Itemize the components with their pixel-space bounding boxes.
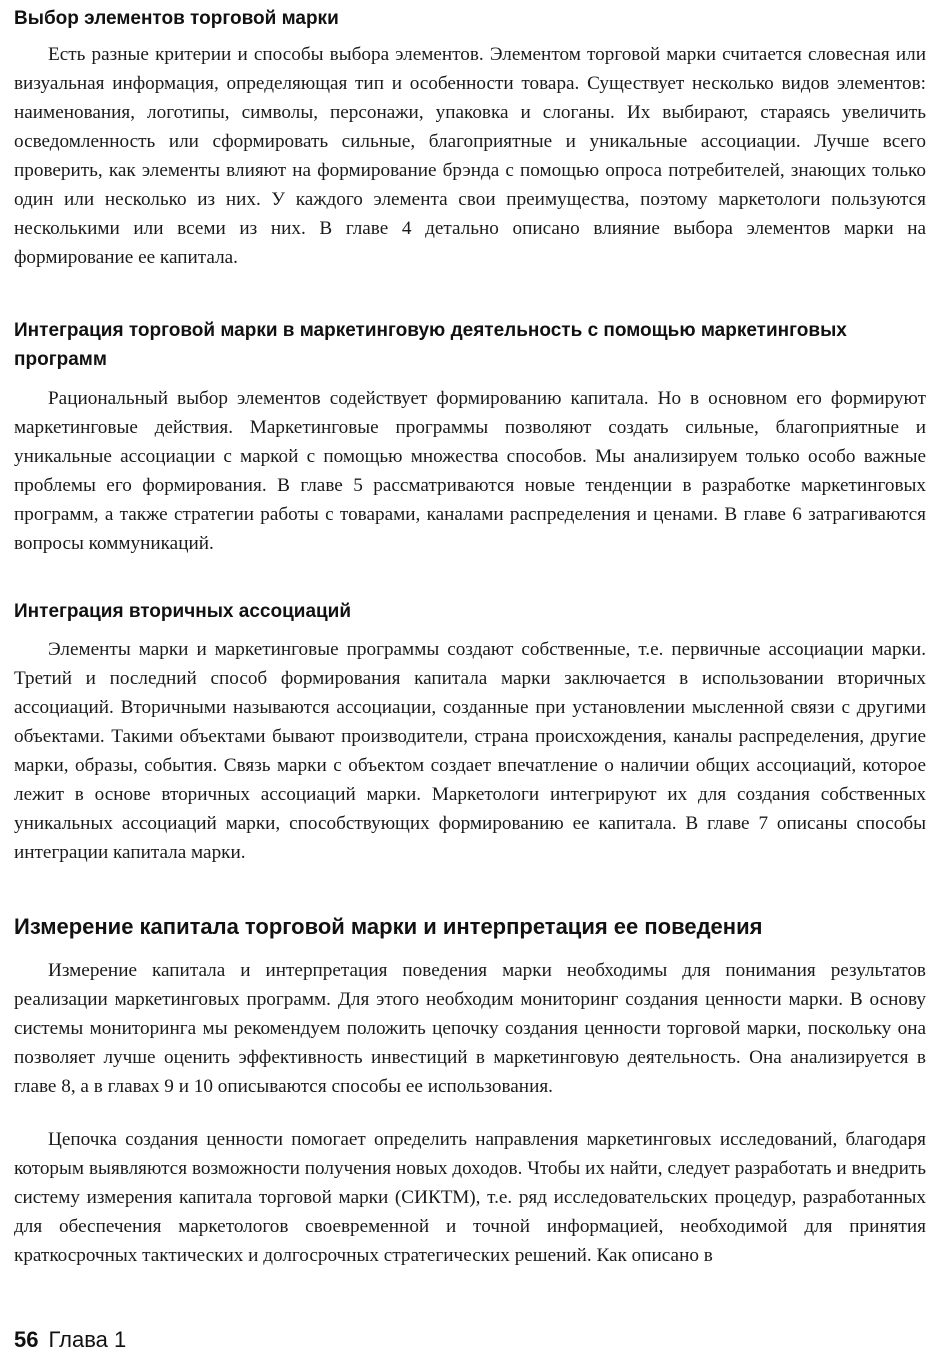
chapter-label: Глава 1 [48, 1327, 127, 1352]
page-number: 56 [14, 1327, 39, 1352]
book-page [14, 0, 926, 1369]
page-footer [14, 1325, 126, 1355]
paragraph-measuring-equity-2: Цепочка создания ценности помогает определить направления маркетинговых исследований, благодаря которым выявляются возможности получения новых доходов. Чтобы их найти, следует разработать и внедрить систему измерения капитала торговой марки (СИКТМ), т.е. ряд исследовательских процедур, разработанных для обеспечения маркетологов своевременной и точной информацией, необходимой для принятия краткосрочных тактических и долгосрочных стратегических решений. Как описано в [14, 1129, 926, 1266]
paragraph-brand-elements: Есть разные критерии и способы выбора элементов. Элементом торговой марки считается словесная или визуальная информация, определяющая тип и особенности товара. Существует несколько видов элементов: наименования, логотипы, символы, персонажи, упаковка и слоганы. Их выбирают, стараясь увеличить осведомленность или сформировать сильные, благоприятные и уникальные ассоциации. Лучше всего проверить, как элементы влияют на формирование брэнда с помощью опроса потребителей, знающих только один или несколько из них. У каждого элемента свои преимущества, поэтому маркетологи пользуются несколькими или всеми из них. В главе 4 детально описано влияние выбора элементов марки на формирование ее капитала. [14, 44, 926, 268]
section-heading-secondary-associations: Интеграция вторичных ассоциаций [14, 601, 352, 622]
section-heading-brand-elements: Выбор элементов торговой марки [14, 8, 339, 29]
paragraph-secondary-associations: Элементы марки и маркетинговые программы создают собственные, т.е. первичные ассоциации марки. Третий и последний способ формирования капитала марки заключается в использовании вторичных ассоциаций. Вторичными называются ассоциации, созданные при установлении мысленной связи с другими объектами. Такими объектами бывают производители, страна происхождения, каналы распределения, другие марки, образы, события. Связь марки с объектом создает впечатление о наличии общих ассоциаций, которое лежит в основе вторичных ассоциаций марки. Маркетологи интегрируют их для создания собственных уникальных ассоциаций марки, способствующих формированию ее капитала. В главе 7 описаны способы интеграции капитала марки. [14, 639, 926, 863]
paragraph-marketing-programs: Рациональный выбор элементов содействует формированию капитала. Но в основном его формируют маркетинговые действия. Маркетинговые программы позволяют создать сильные, благоприятные и уникальные ассоциации с маркой с помощью множества способов. Мы анализируем только особо важные проблемы его формирования. В главе 5 рассматриваются новые тенденции в разработке маркетинговых программ, а также стратегии работы с товарами, каналами распределения и ценами. В главе 6 затрагиваются вопросы коммуникаций. [14, 388, 926, 554]
paragraph-measuring-equity-1: Измерение капитала и интерпретация поведения марки необходимы для понимания результатов реализации маркетинговых программ. Для этого необходим мониторинг создания ценности марки. В основу системы мониторинга мы рекомендуем положить цепочку создания ценности торговой марки, поскольку она позволяет лучше оценить эффективность инвестиций в маркетинговую деятельность. Она анализируется в главе 8, а в главах 9 и 10 описываются способы ее использования. [14, 960, 926, 1097]
section-heading-marketing-programs: Интеграция торговой марки в маркетинговую деятельность с помощью маркетинговых программ [14, 320, 847, 370]
section-heading-measuring-equity: Измерение капитала торговой марки и интерпретация ее поведения [14, 914, 763, 939]
